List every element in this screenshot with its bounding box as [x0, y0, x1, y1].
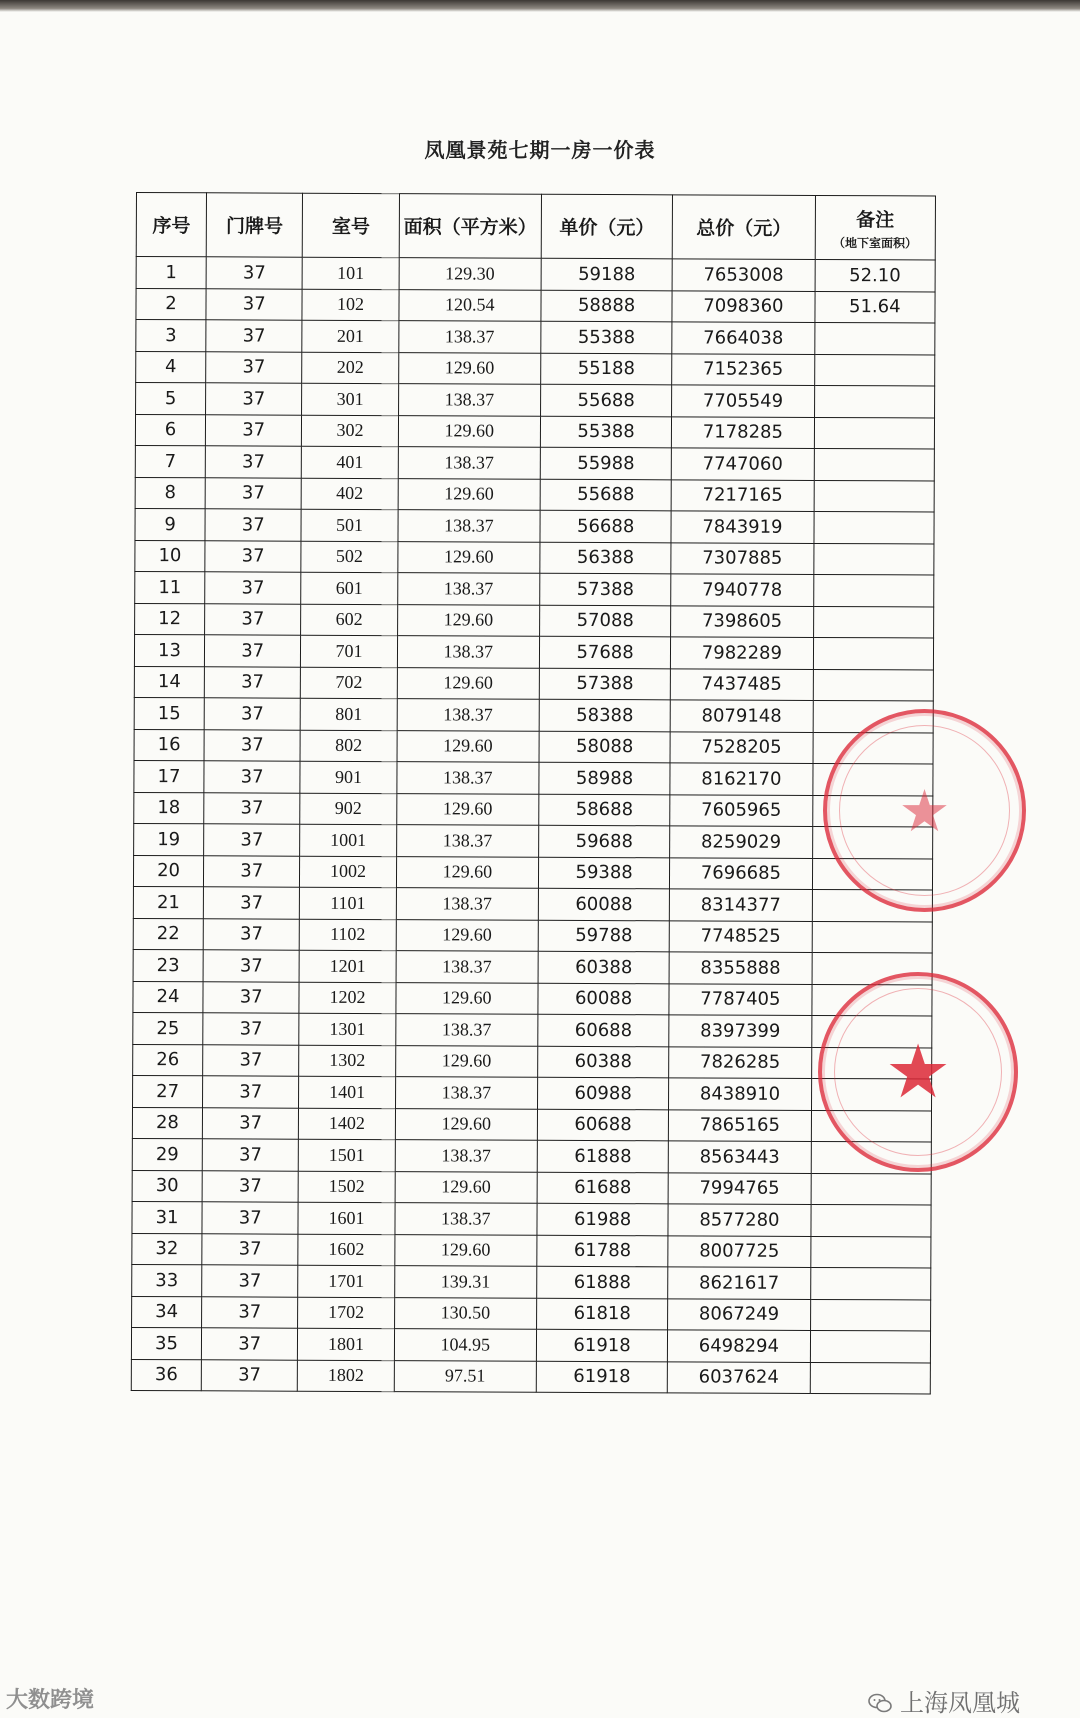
table-row	[135, 508, 934, 543]
cell-seq: 34	[132, 1296, 202, 1328]
cell-total-price: 8079148	[670, 700, 812, 732]
cell-seq: 6	[135, 414, 205, 446]
cell-seq: 33	[132, 1264, 202, 1296]
cell-seq: 35	[131, 1327, 201, 1359]
cell-door: 37	[206, 257, 302, 289]
cell-area: 129.60	[397, 667, 539, 699]
table-row	[135, 540, 934, 575]
cell-total-price: 7217165	[671, 479, 813, 511]
cell-door: 37	[202, 1107, 298, 1139]
star-icon: ★	[884, 1029, 952, 1115]
cell-total-price: 8259029	[670, 826, 812, 858]
cell-area: 129.60	[398, 541, 540, 573]
cell-area: 138.37	[397, 573, 539, 605]
table-row	[134, 666, 933, 701]
table-row	[134, 634, 933, 669]
cell-remark: 51.64	[814, 291, 935, 323]
cell-total-price: 7994765	[668, 1172, 810, 1204]
cell-seq: 11	[135, 571, 205, 603]
table-row	[132, 1107, 931, 1142]
cell-seq: 24	[133, 981, 203, 1013]
cell-seq: 9	[135, 508, 205, 540]
cell-unit-price: 60688	[538, 1014, 669, 1046]
cell-room: 902	[300, 793, 396, 825]
cell-seq: 8	[135, 477, 205, 509]
cell-total-price: 7605965	[670, 794, 812, 826]
cell-door: 37	[204, 635, 300, 667]
cell-room: 1601	[298, 1202, 394, 1234]
cell-area: 97.51	[394, 1360, 536, 1392]
cell-room: 702	[301, 667, 397, 699]
table-row	[131, 1359, 930, 1394]
cell-remark: 52.10	[815, 259, 936, 291]
cell-seq: 25	[133, 1012, 203, 1044]
cell-total-price: 8007725	[668, 1235, 810, 1267]
cell-door: 37	[206, 351, 302, 383]
cell-area: 138.37	[396, 825, 538, 857]
table-row	[132, 1233, 931, 1268]
company-seal	[823, 709, 1026, 912]
cell-total-price: 7653008	[672, 259, 814, 291]
cell-door: 37	[205, 446, 301, 478]
cell-total-price: 8355888	[669, 952, 811, 984]
cell-unit-price: 55688	[540, 384, 671, 416]
table-row	[133, 1044, 932, 1079]
cell-room: 1801	[298, 1328, 394, 1360]
cell-unit-price: 61888	[537, 1266, 668, 1298]
cell-area: 129.60	[398, 478, 540, 510]
cell-door: 37	[202, 1233, 298, 1265]
cell-room: 1602	[298, 1234, 394, 1266]
cell-remark	[814, 448, 935, 480]
cell-door: 37	[203, 887, 299, 919]
cell-area: 138.37	[398, 510, 540, 542]
cell-room: 1201	[299, 950, 395, 982]
cell-total-price: 8162170	[670, 763, 812, 795]
cell-total-price: 7307885	[671, 542, 813, 574]
cell-door: 37	[202, 1139, 298, 1171]
cell-total-price: 8577280	[668, 1204, 810, 1236]
cell-door: 37	[203, 981, 299, 1013]
cell-unit-price: 58888	[541, 290, 672, 322]
cell-door: 37	[203, 1013, 299, 1045]
table-row	[134, 760, 933, 795]
cell-total-price: 7696685	[670, 857, 812, 889]
cell-room: 502	[301, 541, 397, 573]
cell-door: 37	[203, 1044, 299, 1076]
cell-seq: 19	[134, 823, 204, 855]
watermark-left: 大数跨境	[6, 1688, 95, 1713]
table-row	[132, 1201, 931, 1236]
cell-total-price: 7787405	[669, 983, 811, 1015]
cell-unit-price: 61918	[536, 1329, 667, 1361]
cell-unit-price: 60688	[537, 1109, 668, 1141]
cell-room: 602	[301, 604, 397, 636]
cell-area: 129.60	[396, 982, 538, 1014]
cell-door: 37	[205, 477, 301, 509]
header-room: 室号	[303, 193, 400, 257]
cell-room: 102	[302, 289, 398, 321]
cell-unit-price: 56688	[540, 510, 671, 542]
table-row	[135, 603, 934, 638]
cell-unit-price: 55188	[541, 353, 672, 385]
table-row	[136, 383, 935, 418]
cell-area: 129.60	[398, 352, 540, 384]
table-row	[136, 320, 935, 355]
cell-area: 129.60	[396, 793, 538, 825]
cell-seq: 7	[135, 445, 205, 477]
cell-door: 37	[202, 1202, 298, 1234]
header-remark-sub: （地下室面积）	[833, 235, 918, 250]
cell-total-price: 7664038	[672, 322, 814, 354]
cell-area: 129.60	[395, 1171, 537, 1203]
cell-seq: 32	[132, 1233, 202, 1265]
cell-area: 129.60	[396, 919, 538, 951]
cell-total-price: 7940778	[671, 574, 813, 606]
cell-area: 138.37	[397, 762, 539, 794]
cell-unit-price: 55688	[540, 479, 671, 511]
cell-unit-price: 60388	[538, 951, 669, 983]
cell-unit-price: 60388	[538, 1046, 669, 1078]
table-row	[135, 445, 934, 480]
page-title: 凤凰景苑七期一房一价表	[424, 138, 656, 162]
cell-unit-price: 59788	[538, 920, 669, 952]
cell-door: 37	[204, 698, 300, 730]
cell-room: 301	[302, 383, 398, 415]
cell-seq: 13	[134, 634, 204, 666]
cell-unit-price: 55988	[540, 447, 671, 479]
cell-remark	[814, 511, 935, 543]
cell-room: 1702	[298, 1297, 394, 1329]
cell-area: 138.37	[398, 384, 540, 416]
cell-room: 1802	[298, 1360, 394, 1392]
cell-remark	[814, 417, 935, 449]
cell-total-price: 7865165	[669, 1109, 811, 1141]
cell-area: 129.60	[397, 730, 539, 762]
table-row	[133, 1075, 932, 1110]
table-row	[132, 1264, 931, 1299]
cell-door: 37	[206, 288, 302, 320]
cell-total-price: 7747060	[672, 448, 814, 480]
cell-unit-price: 61788	[537, 1235, 668, 1267]
cell-unit-price: 60088	[538, 983, 669, 1015]
cell-seq: 3	[136, 320, 206, 352]
table-row	[134, 697, 933, 732]
table-row	[133, 855, 932, 890]
cell-door: 37	[204, 855, 300, 887]
cell-door: 37	[202, 1296, 298, 1328]
cell-room: 501	[301, 509, 397, 541]
cell-door: 37	[205, 509, 301, 541]
cell-area: 139.31	[394, 1266, 536, 1298]
cell-area: 104.95	[394, 1329, 536, 1361]
cell-room: 1401	[299, 1076, 395, 1108]
cell-door: 37	[206, 320, 302, 352]
cell-seq: 15	[134, 697, 204, 729]
cell-area: 129.60	[396, 856, 538, 888]
cell-unit-price: 61988	[537, 1203, 668, 1235]
cell-door: 37	[204, 666, 300, 698]
cell-area: 129.60	[398, 415, 540, 447]
cell-total-price: 7398605	[671, 605, 813, 637]
cell-area: 138.37	[395, 1203, 537, 1235]
cell-unit-price: 61818	[536, 1298, 667, 1330]
cell-area: 129.60	[395, 1045, 537, 1077]
table-row	[134, 729, 933, 764]
cell-unit-price: 57088	[540, 605, 671, 637]
header-remark-label: 备注	[856, 208, 895, 231]
table-row	[135, 477, 934, 512]
cell-door: 37	[203, 950, 299, 982]
cell-door: 37	[202, 1265, 298, 1297]
housing-bureau-seal	[818, 972, 1018, 1172]
cell-total-price: 7843919	[671, 511, 813, 543]
cell-remark	[813, 574, 934, 606]
cell-remark	[810, 1362, 931, 1394]
cell-area: 138.37	[396, 888, 538, 920]
cell-seq: 29	[132, 1138, 202, 1170]
table-row	[136, 257, 935, 292]
wechat-icon	[868, 1691, 892, 1715]
cell-remark	[814, 385, 935, 417]
table-row	[133, 1012, 932, 1047]
cell-seq: 30	[132, 1170, 202, 1202]
cell-unit-price: 55388	[541, 321, 672, 353]
cell-area: 138.37	[395, 1077, 537, 1109]
watermark-right-label: 上海凤凰城	[900, 1689, 1020, 1717]
cell-total-price: 7528205	[670, 731, 812, 763]
cell-room: 901	[300, 761, 396, 793]
table-row	[131, 1327, 930, 1362]
cell-room: 101	[302, 257, 398, 289]
cell-remark	[812, 921, 933, 953]
cell-room: 401	[302, 446, 398, 478]
cell-seq: 16	[134, 729, 204, 761]
cell-door: 37	[204, 729, 300, 761]
cell-door: 37	[205, 414, 301, 446]
cell-seq: 36	[131, 1359, 201, 1391]
cell-seq: 10	[135, 540, 205, 572]
cell-seq: 26	[133, 1044, 203, 1076]
cell-remark	[813, 637, 934, 669]
cell-seq: 1	[136, 257, 206, 289]
cell-room: 1002	[300, 856, 396, 888]
cell-room: 1402	[299, 1108, 395, 1140]
cell-area: 138.37	[398, 321, 540, 353]
header-remark	[815, 195, 936, 260]
cell-unit-price: 57388	[540, 573, 671, 605]
cell-remark	[810, 1267, 931, 1299]
cell-total-price: 8563443	[669, 1141, 811, 1173]
table-row	[132, 1138, 931, 1173]
cell-room: 302	[302, 415, 398, 447]
table-row	[134, 792, 933, 827]
cell-area: 138.37	[397, 699, 539, 731]
cell-room: 202	[302, 352, 398, 384]
cell-unit-price: 58388	[539, 699, 670, 731]
cell-room: 1001	[300, 824, 396, 856]
cell-unit-price: 59688	[539, 825, 670, 857]
table-header-row	[136, 193, 935, 260]
header-total-price: 总价（元）	[672, 195, 815, 260]
table-row	[136, 288, 935, 323]
cell-area: 138.37	[397, 636, 539, 668]
cell-unit-price: 60088	[538, 888, 669, 920]
cell-unit-price: 61688	[537, 1172, 668, 1204]
cell-remark	[813, 543, 934, 575]
cell-door: 37	[204, 824, 300, 856]
cell-area: 138.37	[395, 1014, 537, 1046]
cell-room: 701	[301, 635, 397, 667]
cell-area: 129.60	[397, 604, 539, 636]
cell-area: 129.30	[399, 258, 541, 290]
cell-room: 1101	[300, 887, 396, 919]
cell-total-price: 7748525	[669, 920, 811, 952]
cell-room: 201	[302, 320, 398, 352]
cell-seq: 5	[136, 383, 206, 415]
cell-remark	[810, 1236, 931, 1268]
cell-door: 37	[205, 603, 301, 635]
cell-seq: 27	[133, 1075, 203, 1107]
cell-door: 37	[203, 918, 299, 950]
table-row	[133, 981, 932, 1016]
table-row	[133, 918, 932, 953]
cell-remark	[813, 606, 934, 638]
cell-total-price: 8397399	[669, 1015, 811, 1047]
cell-door: 37	[202, 1170, 298, 1202]
cell-room: 1202	[299, 982, 395, 1014]
cell-remark	[814, 354, 935, 386]
cell-door: 37	[204, 792, 300, 824]
cell-total-price: 7437485	[671, 668, 813, 700]
cell-unit-price: 56388	[540, 542, 671, 574]
cell-total-price: 7152365	[672, 353, 814, 385]
cell-seq: 28	[132, 1107, 202, 1139]
table-row	[134, 823, 933, 858]
cell-seq: 18	[134, 792, 204, 824]
cell-total-price: 8067249	[668, 1298, 810, 1330]
star-icon: ★	[898, 776, 951, 845]
cell-total-price: 6498294	[668, 1330, 810, 1362]
table-row	[133, 886, 932, 921]
cell-seq: 22	[133, 918, 203, 950]
cell-area: 138.37	[398, 447, 540, 479]
cell-room: 1301	[299, 1013, 395, 1045]
cell-door: 37	[205, 540, 301, 572]
cell-total-price: 7705549	[672, 385, 814, 417]
cell-unit-price: 57388	[539, 668, 670, 700]
table-row	[133, 949, 932, 984]
cell-total-price: 8621617	[668, 1267, 810, 1299]
cell-remark	[811, 1173, 932, 1205]
cell-seq: 17	[134, 760, 204, 792]
cell-room: 1502	[298, 1171, 394, 1203]
cell-unit-price: 57688	[539, 636, 670, 668]
cell-total-price: 7178285	[672, 416, 814, 448]
cell-remark	[814, 322, 935, 354]
cell-remark	[810, 1299, 931, 1331]
photo-top-edge	[0, 0, 1080, 12]
price-table	[131, 192, 936, 1394]
table-row	[135, 414, 934, 449]
cell-unit-price: 58988	[539, 762, 670, 794]
cell-door: 37	[201, 1328, 297, 1360]
cell-area: 129.60	[395, 1108, 537, 1140]
cell-door: 37	[203, 1076, 299, 1108]
cell-room: 801	[301, 698, 397, 730]
cell-area: 129.60	[394, 1234, 536, 1266]
cell-room: 1501	[299, 1139, 395, 1171]
cell-room: 802	[300, 730, 396, 762]
cell-seq: 20	[133, 855, 203, 887]
cell-unit-price: 61888	[537, 1140, 668, 1172]
cell-seq: 12	[135, 603, 205, 635]
table-row	[132, 1170, 931, 1205]
watermark-right	[868, 1683, 1020, 1718]
header-seq: 序号	[136, 193, 206, 257]
cell-unit-price: 58088	[539, 731, 670, 763]
cell-seq: 14	[134, 666, 204, 698]
table-body	[131, 257, 935, 1394]
cell-unit-price: 59188	[541, 258, 672, 290]
cell-door: 37	[201, 1359, 297, 1391]
cell-remark	[811, 1204, 932, 1236]
cell-area: 130.50	[394, 1297, 536, 1329]
cell-seq: 23	[133, 949, 203, 981]
cell-total-price: 6037624	[668, 1361, 810, 1393]
cell-unit-price: 60988	[537, 1077, 668, 1109]
cell-area: 138.37	[395, 1140, 537, 1172]
cell-room: 601	[301, 572, 397, 604]
cell-seq: 31	[132, 1201, 202, 1233]
cell-seq: 21	[133, 886, 203, 918]
table-row	[136, 351, 935, 386]
cell-room: 1302	[299, 1045, 395, 1077]
cell-total-price: 7098360	[672, 290, 814, 322]
cell-remark	[814, 480, 935, 512]
cell-remark	[810, 1330, 931, 1362]
cell-total-price: 8314377	[670, 889, 812, 921]
cell-total-price: 8438910	[669, 1078, 811, 1110]
cell-door: 37	[205, 572, 301, 604]
header-door: 门牌号	[206, 193, 303, 257]
table-row	[135, 571, 934, 606]
header-unit-price: 单价（元）	[541, 194, 673, 259]
cell-unit-price: 58688	[539, 794, 670, 826]
cell-total-price: 7982289	[671, 637, 813, 669]
cell-door: 37	[204, 761, 300, 793]
cell-door: 37	[206, 383, 302, 415]
table-row	[132, 1296, 931, 1331]
cell-seq: 2	[136, 288, 206, 320]
cell-room: 402	[301, 478, 397, 510]
cell-room: 1102	[300, 919, 396, 951]
cell-room: 1701	[298, 1265, 394, 1297]
header-area: 面积（平方米）	[399, 194, 542, 259]
cell-area: 138.37	[396, 951, 538, 983]
cell-total-price: 7826285	[669, 1046, 811, 1078]
cell-seq: 4	[136, 351, 206, 383]
cell-remark	[813, 669, 934, 701]
cell-unit-price: 61918	[536, 1361, 667, 1393]
cell-unit-price: 59388	[538, 857, 669, 889]
cell-unit-price: 55388	[540, 416, 671, 448]
cell-area: 120.54	[399, 289, 541, 321]
